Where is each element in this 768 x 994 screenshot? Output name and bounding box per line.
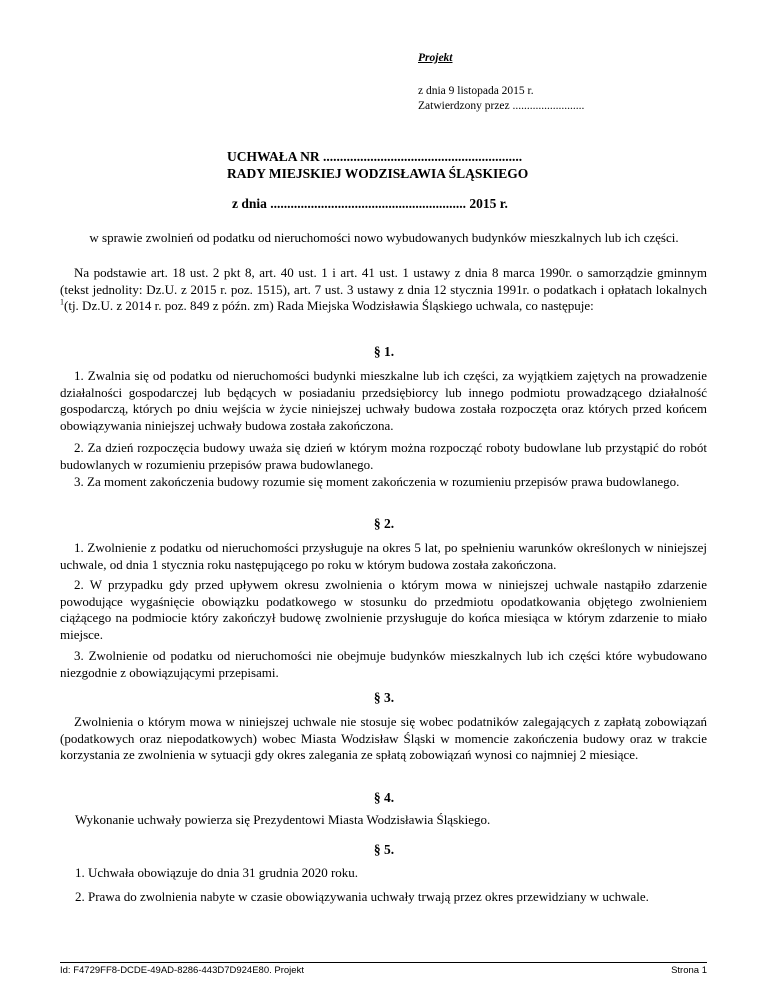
council-name: RADY MIEJSKIEJ WODZISŁAWIA ŚLĄSKIEGO — [227, 166, 529, 181]
footer-divider — [60, 962, 707, 963]
section-5-paragraph-2: 2. Prawa do zwolnienia nabyte w czasie obowiązywania uchwały trwają przez okres przewidziany w uchwale. — [75, 889, 649, 904]
header-date: z dnia 9 listopada 2015 r. — [418, 85, 534, 97]
section-3-heading: § 3. — [373, 690, 395, 705]
section-2-paragraph-3: 3. Zwolnienie od podatku od nieruchomości nie obejmuje budynków mieszkalnych lub ich części które wybudowano niezgodnie z obowiązującymi przepisami. — [60, 648, 707, 680]
preamble-text-1: Na podstawie art. 18 ust. 2 pkt 8, art. 40 ust. 1 i art. 41 ust. 1 ustawy z dnia 8 marca 1990r. o samorządzie gminnym (tekst jednolity: Dz.U. z 2015 r. poz. 1515), art. 7 ust. 3 ustawy z dnia 12 stycznia 1991r. o podatkach i opłatach lokalnych — [60, 265, 707, 297]
resolution-number: UCHWAŁA NR ........................................................... — [227, 149, 523, 164]
section-1-paragraph-1: 1. Zwalnia się od podatku od nieruchomości budynki mieszkalne lub ich części, za wyjątkiem zajętych na prowadzenie działalności gospodarczej lub będących w posiadaniu przedsiębiorcy lub innego podmiotu prowadzącego działalność gospodarczą, których po dniu wejścia w życie niniejszej uchwały budowa została rozpoczęta oraz których przed końcem obowiązywania niniejszej uchwały budowa została zakończona. — [60, 368, 707, 433]
section-4-paragraph-1: Wykonanie uchwały powierza się Prezydentowi Miasta Wodzisławia Śląskiego. — [75, 812, 491, 827]
section-4-heading: § 4. — [373, 790, 395, 805]
footer-page-number: Strona 1 — [671, 965, 707, 976]
footnote-ref: 1 — [60, 297, 64, 307]
section-1-paragraph-3: 3. Za moment zakończenia budowy rozumie się moment zakończenia w rozumieniu przepisów prawa budowlanego. — [74, 474, 680, 489]
resolution-date: z dnia .......................................................... 2015 r. — [232, 196, 508, 211]
preamble-text-2: (tj. Dz.U. z 2014 r. poz. 849 z późn. zm) Rada Miejska Wodzisławia Śląskiego uchwala, co następuje: — [64, 298, 594, 313]
resolution-subject: w sprawie zwolnień od podatku od nieruchomości nowo wybudowanych budynków mieszkalnych lub ich części. — [89, 230, 679, 245]
section-3-paragraph-1: Zwolnienia o którym mowa w niniejszej uchwale nie stosuje się wobec podatników zalegających z zapłatą zobowiązań (podatkowych oraz niepodatkowych) wobec Miasta Wodzisław Śląski w momencie zakończenia budowy oraz w trakcie korzystania ze zwolnienia w sytuacji gdy okres zalegania ze spłatą zobowiązań wynosi co najmniej 2 miesiące. — [60, 714, 707, 762]
footer-document-id: Id: F4729FF8-DCDE-49AD-8286-443D7D924E80. Projekt — [60, 965, 304, 976]
projekt-label: Projekt — [418, 52, 453, 64]
section-2-heading: § 2. — [373, 516, 395, 531]
section-5-heading: § 5. — [373, 842, 395, 857]
preamble — [60, 265, 707, 315]
header-approved: Zatwierdzony przez ......................... — [418, 100, 585, 112]
section-1-paragraph-2: 2. Za dzień rozpoczęcia budowy uważa się dzień w którym można rozpocząć roboty budowlane lub przystąpić do robót budowlanych w rozumieniu przepisów prawa budowlanego. — [60, 440, 707, 472]
section-2-paragraph-2: 2. W przypadku gdy przed upływem okresu zwolnienia o którym mowa w niniejszej uchwale nastąpiło zdarzenie powodujące wygaśnięcie obowiązku podatkowego w stosunku do przedmiotu opodatkowania objętego zwolnieniem ciążącego na podmiocie który zakończył budowę zwolnienie przysługuje do końca miesiąca w którym zdarzenie to miało miejsce. — [60, 577, 707, 642]
section-5-paragraph-1: 1. Uchwała obowiązuje do dnia 31 grudnia 2020 roku. — [75, 865, 359, 880]
section-1-heading: § 1. — [373, 344, 395, 359]
section-2-paragraph-1: 1. Zwolnienie z podatku od nieruchomości przysługuje na okres 5 lat, po spełnieniu warunków określonych w niniejszej uchwale, od dnia 1 stycznia roku następującego po roku w którym budowa została zakończona. — [60, 540, 707, 572]
